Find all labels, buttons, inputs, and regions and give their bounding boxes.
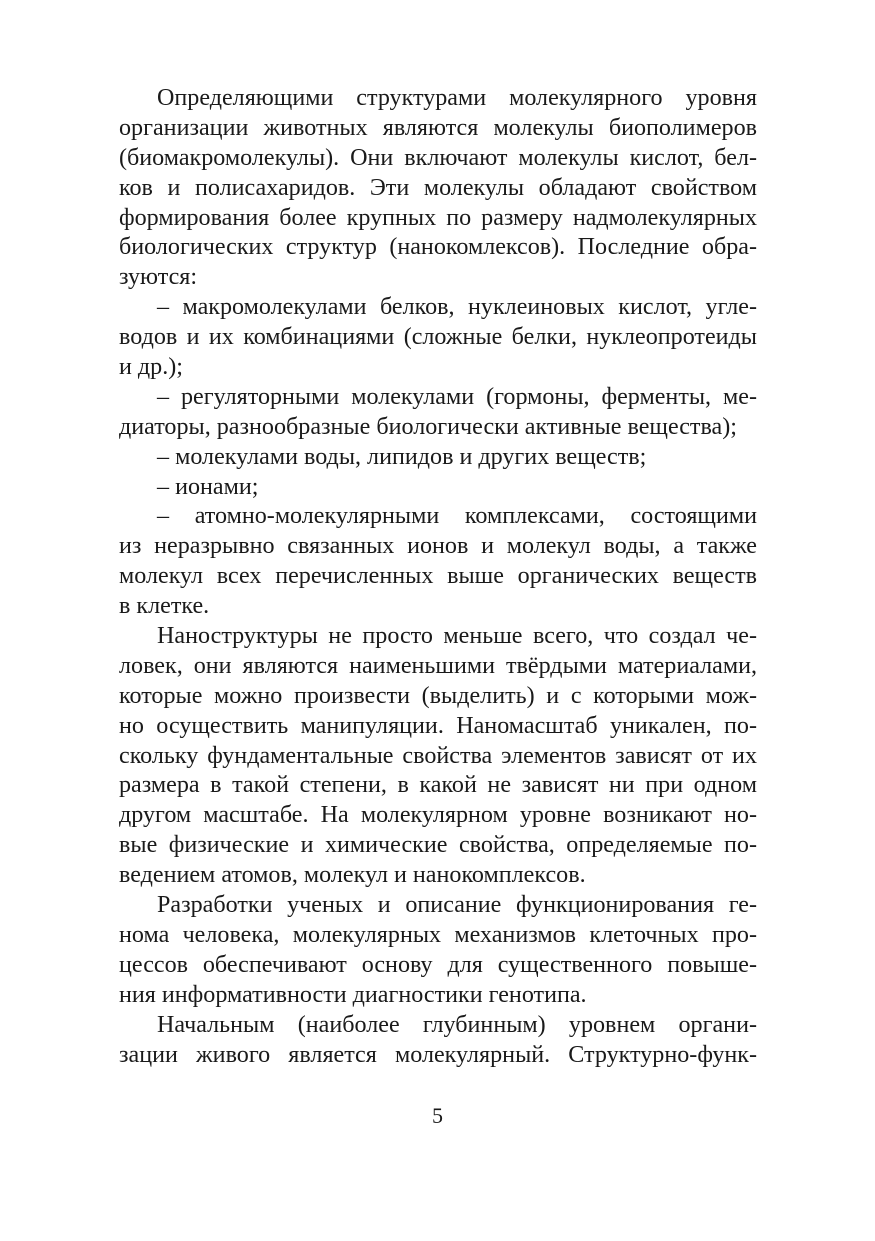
- paragraph-intro: [119, 84, 757, 293]
- text-line: – регуляторными молекулами (гормоны, ферменты, ме-: [157, 383, 757, 410]
- page-number: 5: [432, 1103, 443, 1128]
- text-line: организации животных являются молекулы биополимеров: [119, 114, 757, 141]
- paragraph-nanostructures: [119, 622, 757, 891]
- text-line: Определяющими структурами молекулярного уровня: [157, 85, 757, 111]
- text-line: – атомно-молекулярными комплексами, состоящими: [157, 503, 757, 530]
- text-line: другом масштабе. На молекулярном уровне возникают но-: [119, 802, 757, 829]
- text-line: размера в такой степени, в какой не зависят ни при одном: [119, 772, 757, 799]
- text-line: зации живого является молекулярный. Структурно-функ-: [119, 1041, 757, 1068]
- text-line: в клетке.: [119, 593, 210, 620]
- text-line: (биомакромолекулы). Они включают молекулы кислот, бел-: [119, 144, 757, 171]
- text-line: но осуществить манипуляции. Наномасштаб уникален, по-: [119, 712, 757, 739]
- text-line: зуются:: [119, 264, 198, 291]
- text-line: формирования более крупных по размеру надмолекулярных: [119, 204, 757, 231]
- text-line: биологических структур (нанокомлексов). Последние обра-: [119, 234, 757, 261]
- body-text: [119, 84, 757, 1070]
- text-line: вые физические и химические свойства, определяемые по-: [119, 832, 757, 859]
- text-line: водов и их комбинациями (сложные белки, нуклеопротеиды: [119, 324, 757, 351]
- text-line: ловек, они являются наименьшими твёрдыми материалами,: [119, 652, 757, 679]
- text-line: нома человека, молекулярных механизмов клеточных про-: [119, 921, 757, 948]
- text-line: Наноструктуры не просто меньше всего, что создал че-: [157, 623, 757, 650]
- text-line: Разработки ученых и описание функционирования ге-: [157, 892, 757, 919]
- text-line: диаторы, разнообразные биологически активные вещества);: [119, 413, 737, 440]
- list-item-regulatory: [119, 383, 757, 443]
- paragraph-initial-level: [119, 1011, 757, 1071]
- text-line: ведением атомов, молекул и нанокомплексов.: [119, 862, 586, 889]
- text-line: которые можно произвести (выделить) и с которыми мож-: [119, 682, 757, 709]
- list-item-ions: [119, 473, 757, 503]
- text-line: – макромолекулами белков, нуклеиновых кислот, угле-: [157, 294, 757, 321]
- text-line: ния информативности диагностики генотипа.: [119, 981, 587, 1008]
- text-line: цессов обеспечивают основу для существенного повыше-: [119, 951, 757, 978]
- text-line: – молекулами воды, липидов и других веществ;: [157, 443, 647, 470]
- list-item-macromolecules: [119, 293, 757, 383]
- text-line: молекул всех перечисленных выше органических веществ: [119, 563, 757, 590]
- text-line: скольку фундаментальные свойства элементов зависят от их: [119, 742, 757, 769]
- text-line: и др.);: [119, 354, 183, 381]
- text-line: ков и полисахаридов. Эти молекулы обладают свойством: [119, 174, 757, 201]
- paragraph-genome: [119, 891, 757, 1011]
- list-item-water: [119, 443, 757, 473]
- text-line: Начальным (наиболее глубинным) уровнем органи-: [157, 1011, 757, 1038]
- text-line: – ионами;: [157, 473, 259, 500]
- text-line: из неразрывно связанных ионов и молекул воды, а также: [119, 533, 757, 560]
- list-item-atomic: [119, 502, 757, 622]
